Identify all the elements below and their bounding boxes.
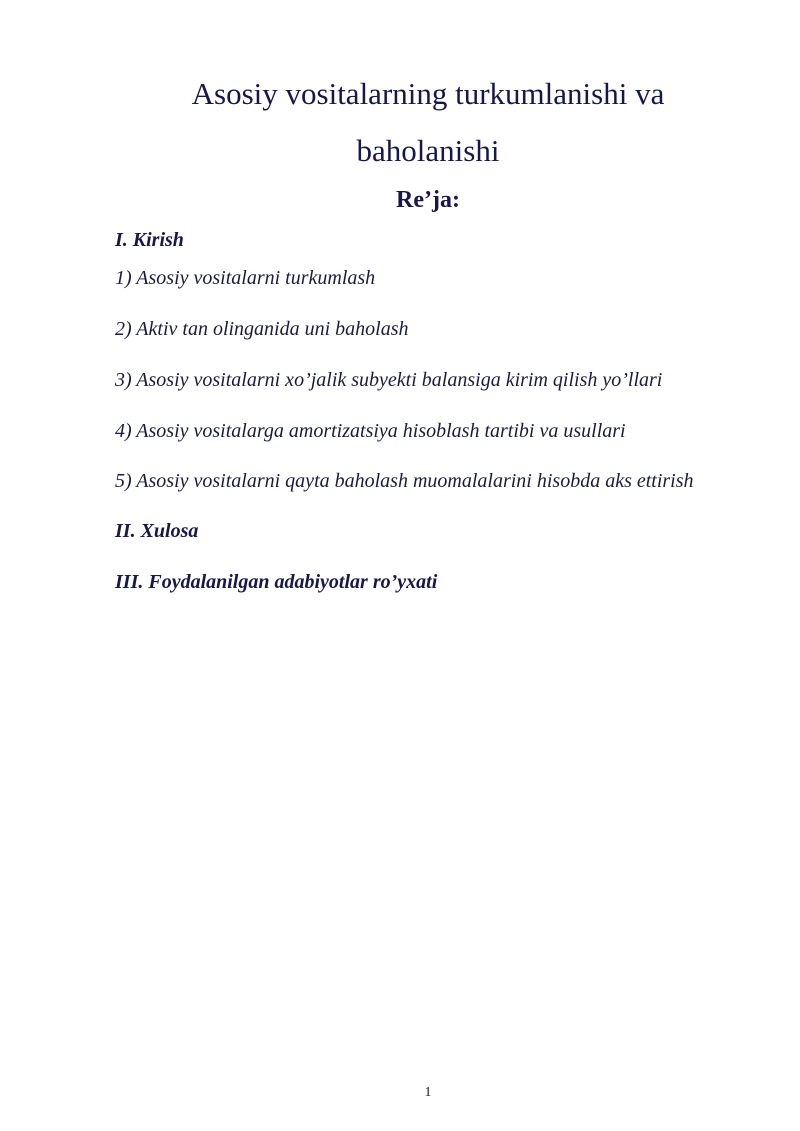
plan-heading: Re’ja: bbox=[396, 187, 460, 213]
subsection-1: 1) Asosiy vositalarni turkumlash bbox=[115, 267, 376, 289]
subsection-3: 3) Asosiy vositalarni xo’jalik subyekti balansiga kirim qilish yo’llari bbox=[115, 369, 663, 391]
subsection-5: 5) Asosiy vositalarni qayta baholash muomalalarini hisobda aks ettirish bbox=[115, 470, 694, 492]
page-number: 1 bbox=[424, 1085, 432, 1100]
subsection-2: 2) Aktiv tan olinganida uni baholash bbox=[115, 318, 409, 340]
document-title-line-2: baholanishi bbox=[356, 133, 500, 168]
section-conclusion: II. Xulosa bbox=[115, 520, 199, 542]
section-introduction: I. Kirish bbox=[115, 229, 184, 251]
document-title-line-1: Asosiy vositalarning turkumlanishi va bbox=[191, 76, 665, 111]
subsection-4: 4) Asosiy vositalarga amortizatsiya hisoblash tartibi va usullari bbox=[115, 420, 626, 442]
section-references: III. Foydalanilgan adabiyotlar ro’yxati bbox=[115, 571, 438, 593]
